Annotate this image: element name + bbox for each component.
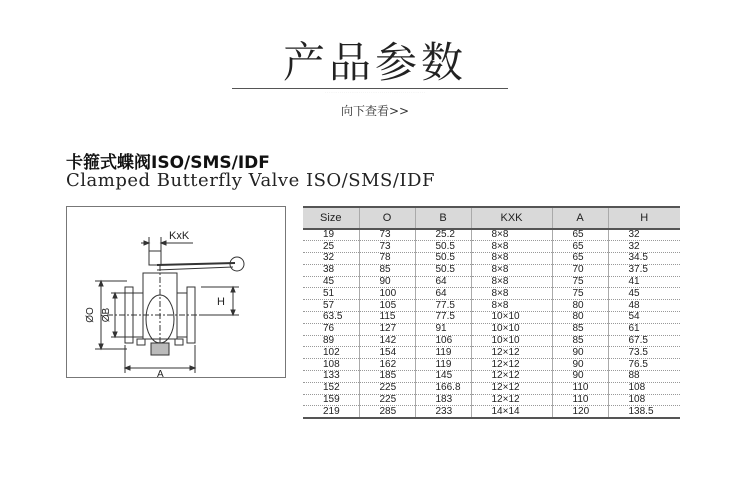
cell-h: 41 [608, 276, 680, 288]
cell-o: 100 [359, 288, 415, 300]
cell-b: 119 [415, 359, 471, 371]
cell-kxk: 10×10 [471, 312, 552, 324]
cell-o: 78 [359, 253, 415, 265]
col-header-h: H [608, 207, 680, 229]
table-row [303, 229, 680, 241]
cell-b: 77.5 [415, 312, 471, 324]
cell-size: 25 [303, 241, 359, 253]
table-row [303, 312, 680, 324]
title-divider [232, 88, 508, 89]
cell-a: 110 [552, 394, 608, 406]
cell-h: 45 [608, 288, 680, 300]
cell-o: 73 [359, 241, 415, 253]
cell-size: 102 [303, 347, 359, 359]
cell-size: 159 [303, 394, 359, 406]
cell-kxk: 8×8 [471, 229, 552, 241]
valve-drawing [67, 207, 287, 379]
cell-b: 77.5 [415, 300, 471, 312]
table-row [303, 276, 680, 288]
cell-h: 32 [608, 229, 680, 241]
cell-h: 67.5 [608, 335, 680, 347]
cell-kxk: 12×12 [471, 371, 552, 383]
product-title-cn: 卡箍式蝶阀ISO/SMS/IDF [66, 153, 270, 173]
cell-size: 219 [303, 406, 359, 418]
cell-kxk: 10×10 [471, 323, 552, 335]
cell-size: 89 [303, 335, 359, 347]
cell-b: 25.2 [415, 229, 471, 241]
cell-b: 166.8 [415, 382, 471, 394]
col-header-o: O [359, 207, 415, 229]
table-row [303, 359, 680, 371]
cell-o: 154 [359, 347, 415, 359]
cell-a: 85 [552, 335, 608, 347]
cell-a: 65 [552, 229, 608, 241]
cell-kxk: 8×8 [471, 276, 552, 288]
cell-kxk: 8×8 [471, 300, 552, 312]
cell-b: 145 [415, 371, 471, 383]
cell-h: 34.5 [608, 253, 680, 265]
cell-kxk: 10×10 [471, 335, 552, 347]
spec-table-header-row [303, 207, 680, 229]
table-row [303, 347, 680, 359]
cell-size: 45 [303, 276, 359, 288]
cell-a: 90 [552, 359, 608, 371]
cell-h: 37.5 [608, 264, 680, 276]
cell-a: 80 [552, 300, 608, 312]
cell-o: 115 [359, 312, 415, 324]
cell-o: 185 [359, 371, 415, 383]
cell-h: 76.5 [608, 359, 680, 371]
cell-o: 162 [359, 359, 415, 371]
cell-o: 225 [359, 394, 415, 406]
col-header-b: B [415, 207, 471, 229]
cell-h: 54 [608, 312, 680, 324]
cell-h: 108 [608, 382, 680, 394]
product-title-en: Clamped Butterfly Valve ISO/SMS/IDF [66, 170, 435, 191]
cell-kxk: 12×12 [471, 347, 552, 359]
cell-o: 225 [359, 382, 415, 394]
cell-size: 57 [303, 300, 359, 312]
cell-kxk: 8×8 [471, 264, 552, 276]
view-more-link[interactable]: 向下查看>> [340, 104, 410, 118]
cell-size: 51 [303, 288, 359, 300]
cell-kxk: 12×12 [471, 359, 552, 371]
cell-b: 91 [415, 323, 471, 335]
cell-a: 110 [552, 382, 608, 394]
cell-a: 65 [552, 253, 608, 265]
table-row [303, 288, 680, 300]
cell-a: 120 [552, 406, 608, 418]
kxk-label: KxK [169, 230, 190, 242]
cell-size: 63.5 [303, 312, 359, 324]
cell-o: 142 [359, 335, 415, 347]
cell-size: 152 [303, 382, 359, 394]
cell-h: 108 [608, 394, 680, 406]
cell-o: 105 [359, 300, 415, 312]
cell-b: 50.5 [415, 253, 471, 265]
cell-h: 48 [608, 300, 680, 312]
cell-a: 65 [552, 241, 608, 253]
cell-b: 119 [415, 347, 471, 359]
spec-table [303, 206, 680, 419]
cell-o: 127 [359, 323, 415, 335]
cell-kxk: 8×8 [471, 253, 552, 265]
b-label: ØB [101, 307, 112, 323]
cell-size: 38 [303, 264, 359, 276]
cell-kxk: 12×12 [471, 382, 552, 394]
spec-table-body [303, 229, 680, 418]
cell-b: 64 [415, 276, 471, 288]
valve-diagram [66, 206, 286, 378]
cell-a: 75 [552, 288, 608, 300]
table-row [303, 371, 680, 383]
table-row [303, 264, 680, 276]
cell-a: 80 [552, 312, 608, 324]
cell-a: 90 [552, 347, 608, 359]
cell-b: 50.5 [415, 264, 471, 276]
cell-a: 90 [552, 371, 608, 383]
table-row [303, 300, 680, 312]
col-header-a: A [552, 207, 608, 229]
cell-b: 50.5 [415, 241, 471, 253]
cell-kxk: 14×14 [471, 406, 552, 418]
col-header-size: Size [303, 207, 359, 229]
cell-a: 85 [552, 323, 608, 335]
cell-size: 108 [303, 359, 359, 371]
table-row [303, 323, 680, 335]
page-title: 产品参数 [282, 38, 467, 87]
cell-b: 106 [415, 335, 471, 347]
col-header-kxk: KXK [471, 207, 552, 229]
o-label: ØO [85, 307, 96, 323]
table-row [303, 335, 680, 347]
cell-h: 61 [608, 323, 680, 335]
a-label: A [157, 369, 164, 379]
cell-a: 75 [552, 276, 608, 288]
cell-o: 73 [359, 229, 415, 241]
h-label: H [217, 296, 225, 308]
table-row [303, 241, 680, 253]
cell-b: 233 [415, 406, 471, 418]
cell-size: 32 [303, 253, 359, 265]
cell-h: 88 [608, 371, 680, 383]
cell-a: 70 [552, 264, 608, 276]
cell-h: 73.5 [608, 347, 680, 359]
cell-h: 138.5 [608, 406, 680, 418]
cell-size: 19 [303, 229, 359, 241]
table-row [303, 382, 680, 394]
cell-o: 90 [359, 276, 415, 288]
cell-kxk: 12×12 [471, 394, 552, 406]
cell-h: 32 [608, 241, 680, 253]
cell-kxk: 8×8 [471, 241, 552, 253]
table-row [303, 394, 680, 406]
table-row [303, 253, 680, 265]
fine-print: · · · · · · · · · · · · · · · · · · · · · · · · · · · · · · · · · · · · · · · · · · · · · · · · · · · · · [324, 90, 426, 94]
cell-b: 183 [415, 394, 471, 406]
cell-size: 76 [303, 323, 359, 335]
cell-o: 285 [359, 406, 415, 418]
cell-b: 64 [415, 288, 471, 300]
cell-o: 85 [359, 264, 415, 276]
cell-size: 133 [303, 371, 359, 383]
cell-kxk: 8×8 [471, 288, 552, 300]
table-row [303, 406, 680, 418]
